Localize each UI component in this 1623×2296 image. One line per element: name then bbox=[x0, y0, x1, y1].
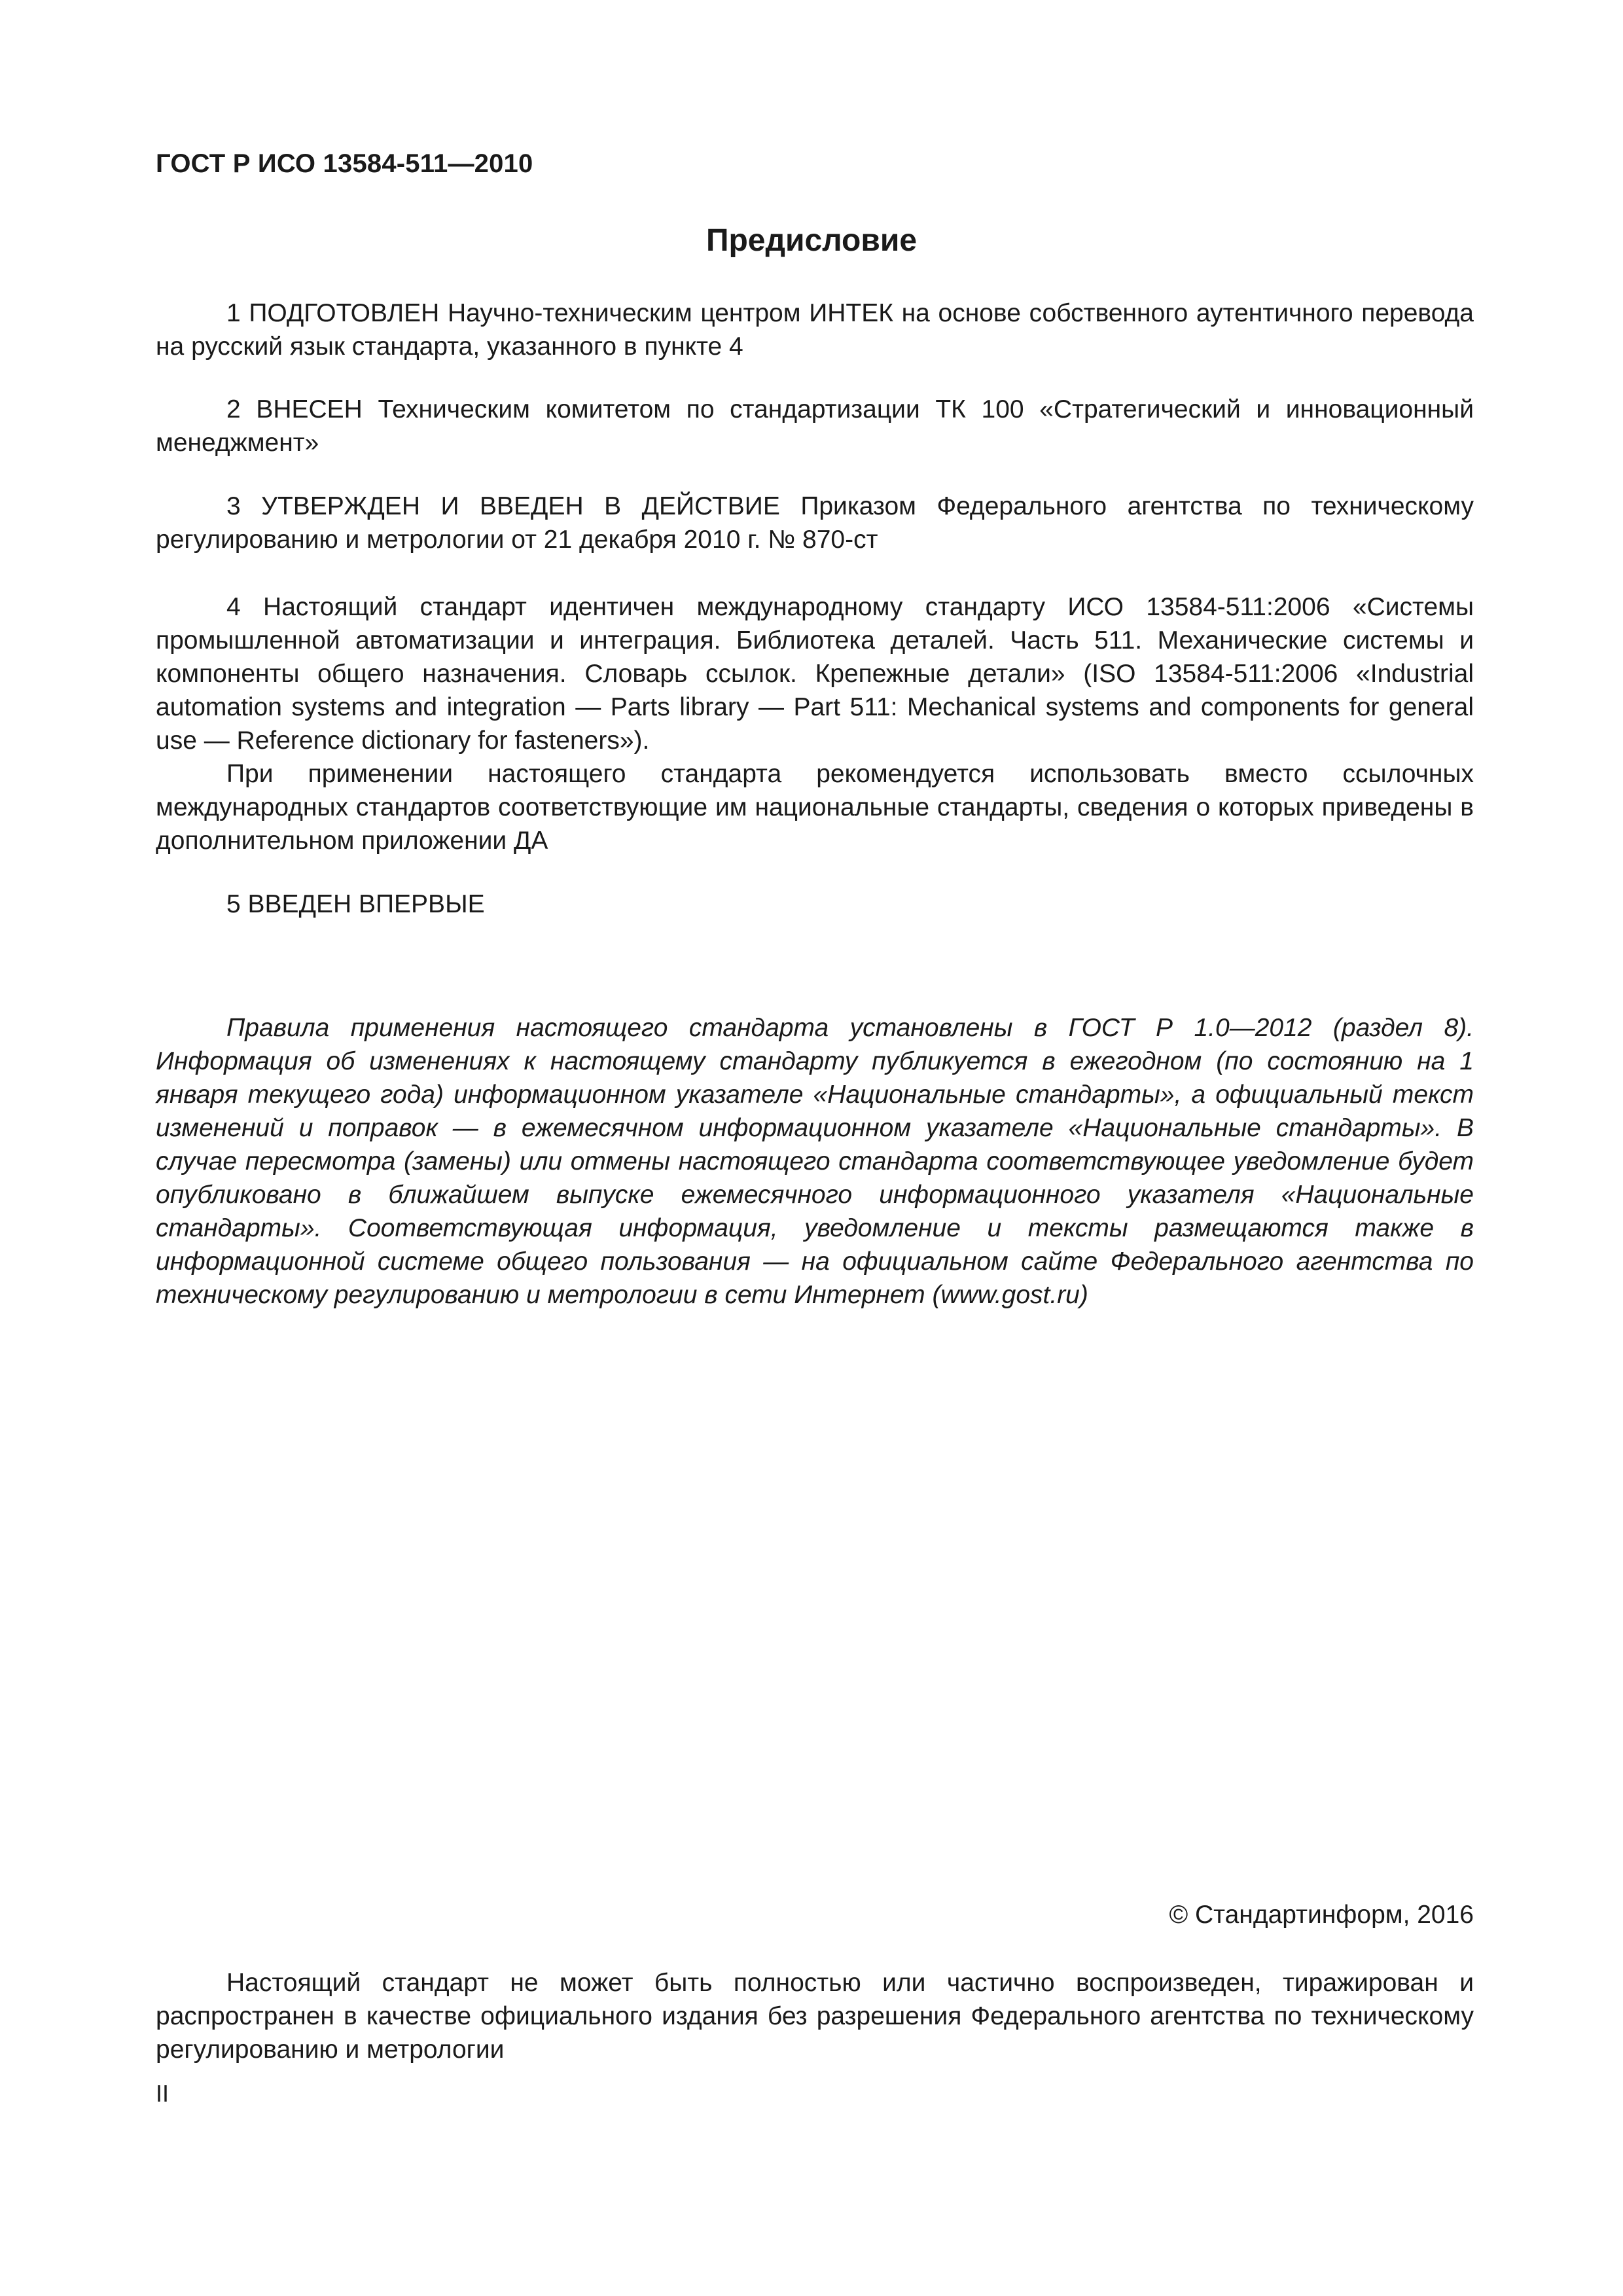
section-5-first-introduced bbox=[156, 888, 1474, 921]
application-rules-notice bbox=[156, 1011, 1474, 1312]
section-1-text: 1 ПОДГОТОВЛЕН Научно-техническим центром ИНТЕК на основе собственного аутентичного перевода на русский язык стандарта, указанного в пункте 4 bbox=[156, 299, 1474, 361]
section-3-approved bbox=[156, 490, 1474, 556]
section-4-identical bbox=[156, 590, 1474, 857]
reproduction-restriction bbox=[156, 1966, 1474, 2066]
restriction-text: Настоящий стандарт не может быть полностью или частично воспроизведен, тиражирован и распространен в качестве официального издания без разрешения Федерального агентства по техническому регулированию и метрологии bbox=[156, 1969, 1474, 2064]
section-1-prepared bbox=[156, 296, 1474, 363]
page-number: II bbox=[156, 2080, 169, 2107]
section-3-text: 3 УТВЕРЖДЕН И ВВЕДЕН В ДЕЙСТВИЕ Приказом Федерального агентства по техническому регулированию и метрологии от 21 декабря 2010 г. № 870-ст bbox=[156, 492, 1474, 554]
section-4-note: При применении настоящего стандарта рекомендуется использовать вместо ссылочных международных стандартов соответствующие им национальные стандарты, сведения о которых приведены в дополнительном приложении ДА bbox=[156, 760, 1474, 855]
section-4-text: 4 Настоящий стандарт идентичен международному стандарту ИСО 13584-511:2006 «Системы промышленной автоматизации и интеграция. Библиотека деталей. Часть 511. Механические системы и компоненты общего назначения. Словарь ссылок. Крепежные детали» (ISO 13584-511:2006 «Industrial automation systems and integration — Parts library — Part 511: Mechanical systems and components for general use — Reference dictionary for fasteners»). bbox=[156, 593, 1474, 755]
section-2-introduced bbox=[156, 393, 1474, 459]
notice-text: Правила применения настоящего стандарта установлены в ГОСТ Р 1.0—2012 (раздел 8). Информация об изменениях к настоящему стандарту публикуется в ежегодном (по состоянию на 1 января текущего года) информационном указателе «Национальные стандарты», а официальный текст изменений и поправок — в ежемесячном информационном указателе «Национальные стандарты». В случае пересмотра (замены) или отмены настоящего стандарта соответствующее уведомление будет опубликовано в ближайшем выпуске ежемесячного информационного указателя «Национальные стандарты». Соответствующая информация, уведомление и тексты размещаются также в информационной системе общего пользования — на официальном сайте Федерального агентства по техническому регулированию и метрологии в сети Интернет (www.gost.ru) bbox=[156, 1014, 1474, 1309]
page-title: Предисловие bbox=[705, 223, 918, 258]
section-2-text: 2 ВНЕСЕН Техническим комитетом по стандартизации ТК 100 «Стратегический и инновационный менеджмент» bbox=[156, 395, 1474, 457]
copyright-line: © Стандартинформ, 2016 bbox=[1169, 1901, 1474, 1929]
standard-code-header: ГОСТ Р ИСО 13584-511—2010 bbox=[156, 149, 533, 178]
section-5-text: 5 ВВЕДЕН ВПЕРВЫЕ bbox=[226, 890, 485, 918]
